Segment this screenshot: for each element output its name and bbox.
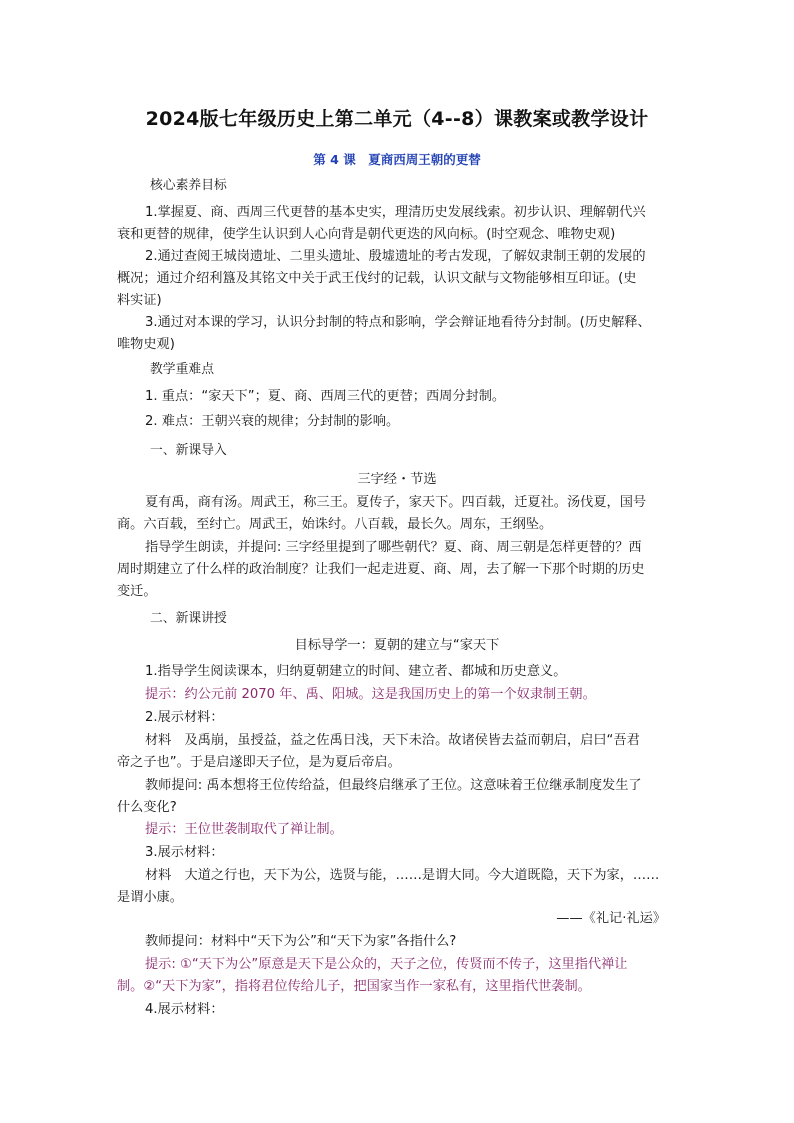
question-line: 什么变化? <box>117 800 177 815</box>
question-line: 教师提问：材料中“天下为公”和“天下为家”各指什么? <box>145 934 457 949</box>
paragraph-line: 唯物史观) <box>117 337 175 352</box>
paragraph-line: 料实证) <box>117 293 162 308</box>
paragraph-line: 3.展示材料： <box>145 845 224 860</box>
paragraph-line: 衰和更替的规律，使学生认识到人心向背是朝代更迭的风向标。(时空观念、唯物史观) <box>117 227 616 242</box>
lesson-title: 第 4 课 夏商西周王朝的更替 <box>313 152 481 167</box>
poem-line: 商。六百载，至纣亡。周武王，始诛纣。八百载，最长久。周东，王纲坠。 <box>117 517 553 532</box>
section-heading-core: 核心素养目标 <box>150 178 227 193</box>
material-line: 材料 及禹崩，虽授益，益之佐禹日浅，天下未洽。故诸侯皆去益而朝启，启曰“吾君 <box>145 733 640 748</box>
material-source: ——《礼记·礼运》 <box>556 911 666 926</box>
paragraph-line: 周时期建立了什么样的政治制度？让我们一起走进夏、商、周，去了解一下那个时期的历史 <box>117 562 645 577</box>
material-line: 是谓小康。 <box>117 890 183 905</box>
paragraph-line: 1.掌握夏、商、西周三代更替的基本史实，理清历史发展线索。初步认识、理解朝代兴 <box>145 205 646 220</box>
section-heading-key: 教学重难点 <box>150 362 214 377</box>
goal-heading: 目标导学一：夏朝的建立与“家天下 <box>294 638 500 653</box>
material-line: 材料 大道之行也，天下为公，选贤与能，……是谓大同。今大道既隐，天下为家，…… <box>145 868 660 883</box>
key-point-line: 1. 重点：“家天下”；夏、商、西周三代的更替；西周分封制。 <box>145 389 506 404</box>
paragraph-line: 指导学生朗读，并提问: 三字经里提到了哪些朝代？夏、商、周三朝是怎样更替的？西 <box>145 540 642 555</box>
material-line: 帝之子也”。于是启遂即天子位，是为夏后帝启。 <box>117 755 401 770</box>
hint-line: 提示：王位世袭制取代了禅让制。 <box>145 822 343 837</box>
question-line: 教师提问: 禹本想将王位传给益，但最终启继承了王位。这意味着王位继承制度发生了 <box>145 778 642 793</box>
hint-line: 提示：约公元前 2070 年、禹、阳城。这是我国历史上的第一个奴隶制王朝。 <box>145 687 596 702</box>
paragraph-line: 概况；通过介绍利簋及其铭文中关于武王伐纣的记载，认识文献与文物能够相互印证。(史 <box>117 271 637 286</box>
paragraph-line: 4.展示材料： <box>145 1002 224 1017</box>
hint-line: 制。②“天下为家”，指将君位传给儿子，把国家当作一家私有，这里指代世袭制。 <box>117 979 591 994</box>
paragraph-line: 2.展示材料： <box>145 710 224 725</box>
hint-line: 提示: ①“天下为公”原意是天下是公众的，天子之位，传贤而不传子，这里指代禅让 <box>145 957 628 972</box>
poem-title: 三字经・节选 <box>357 472 437 487</box>
poem-line: 夏有禹，商有汤。周武王，称三王。夏传子，家天下。四百载，迁夏社。汤伐夏，国号 <box>145 495 647 510</box>
paragraph-line: 1.指导学生阅读课本，归纳夏朝建立的时间、建立者、都城和历史意义。 <box>145 664 567 679</box>
key-point-line: 2. 难点：王朝兴衰的规律；分封制的影响。 <box>145 414 400 429</box>
paragraph-line: 2.通过查阅王城岗遗址、二里头遗址、殷墟遗址的考古发现，了解奴隶制王朝的发展的 <box>145 249 646 264</box>
document-title: 2024版七年级历史上第二单元（4--8）课教案或教学设计 <box>145 108 649 130</box>
section-heading-lecture: 二、新课讲授 <box>150 611 227 626</box>
paragraph-line: 变迁。 <box>117 584 157 599</box>
paragraph-line: 3.通过对本课的学习，认识分封制的特点和影响，学会辩证地看待分封制。(历史解释、 <box>145 315 651 330</box>
section-heading-intro: 一、新课导入 <box>150 443 227 458</box>
